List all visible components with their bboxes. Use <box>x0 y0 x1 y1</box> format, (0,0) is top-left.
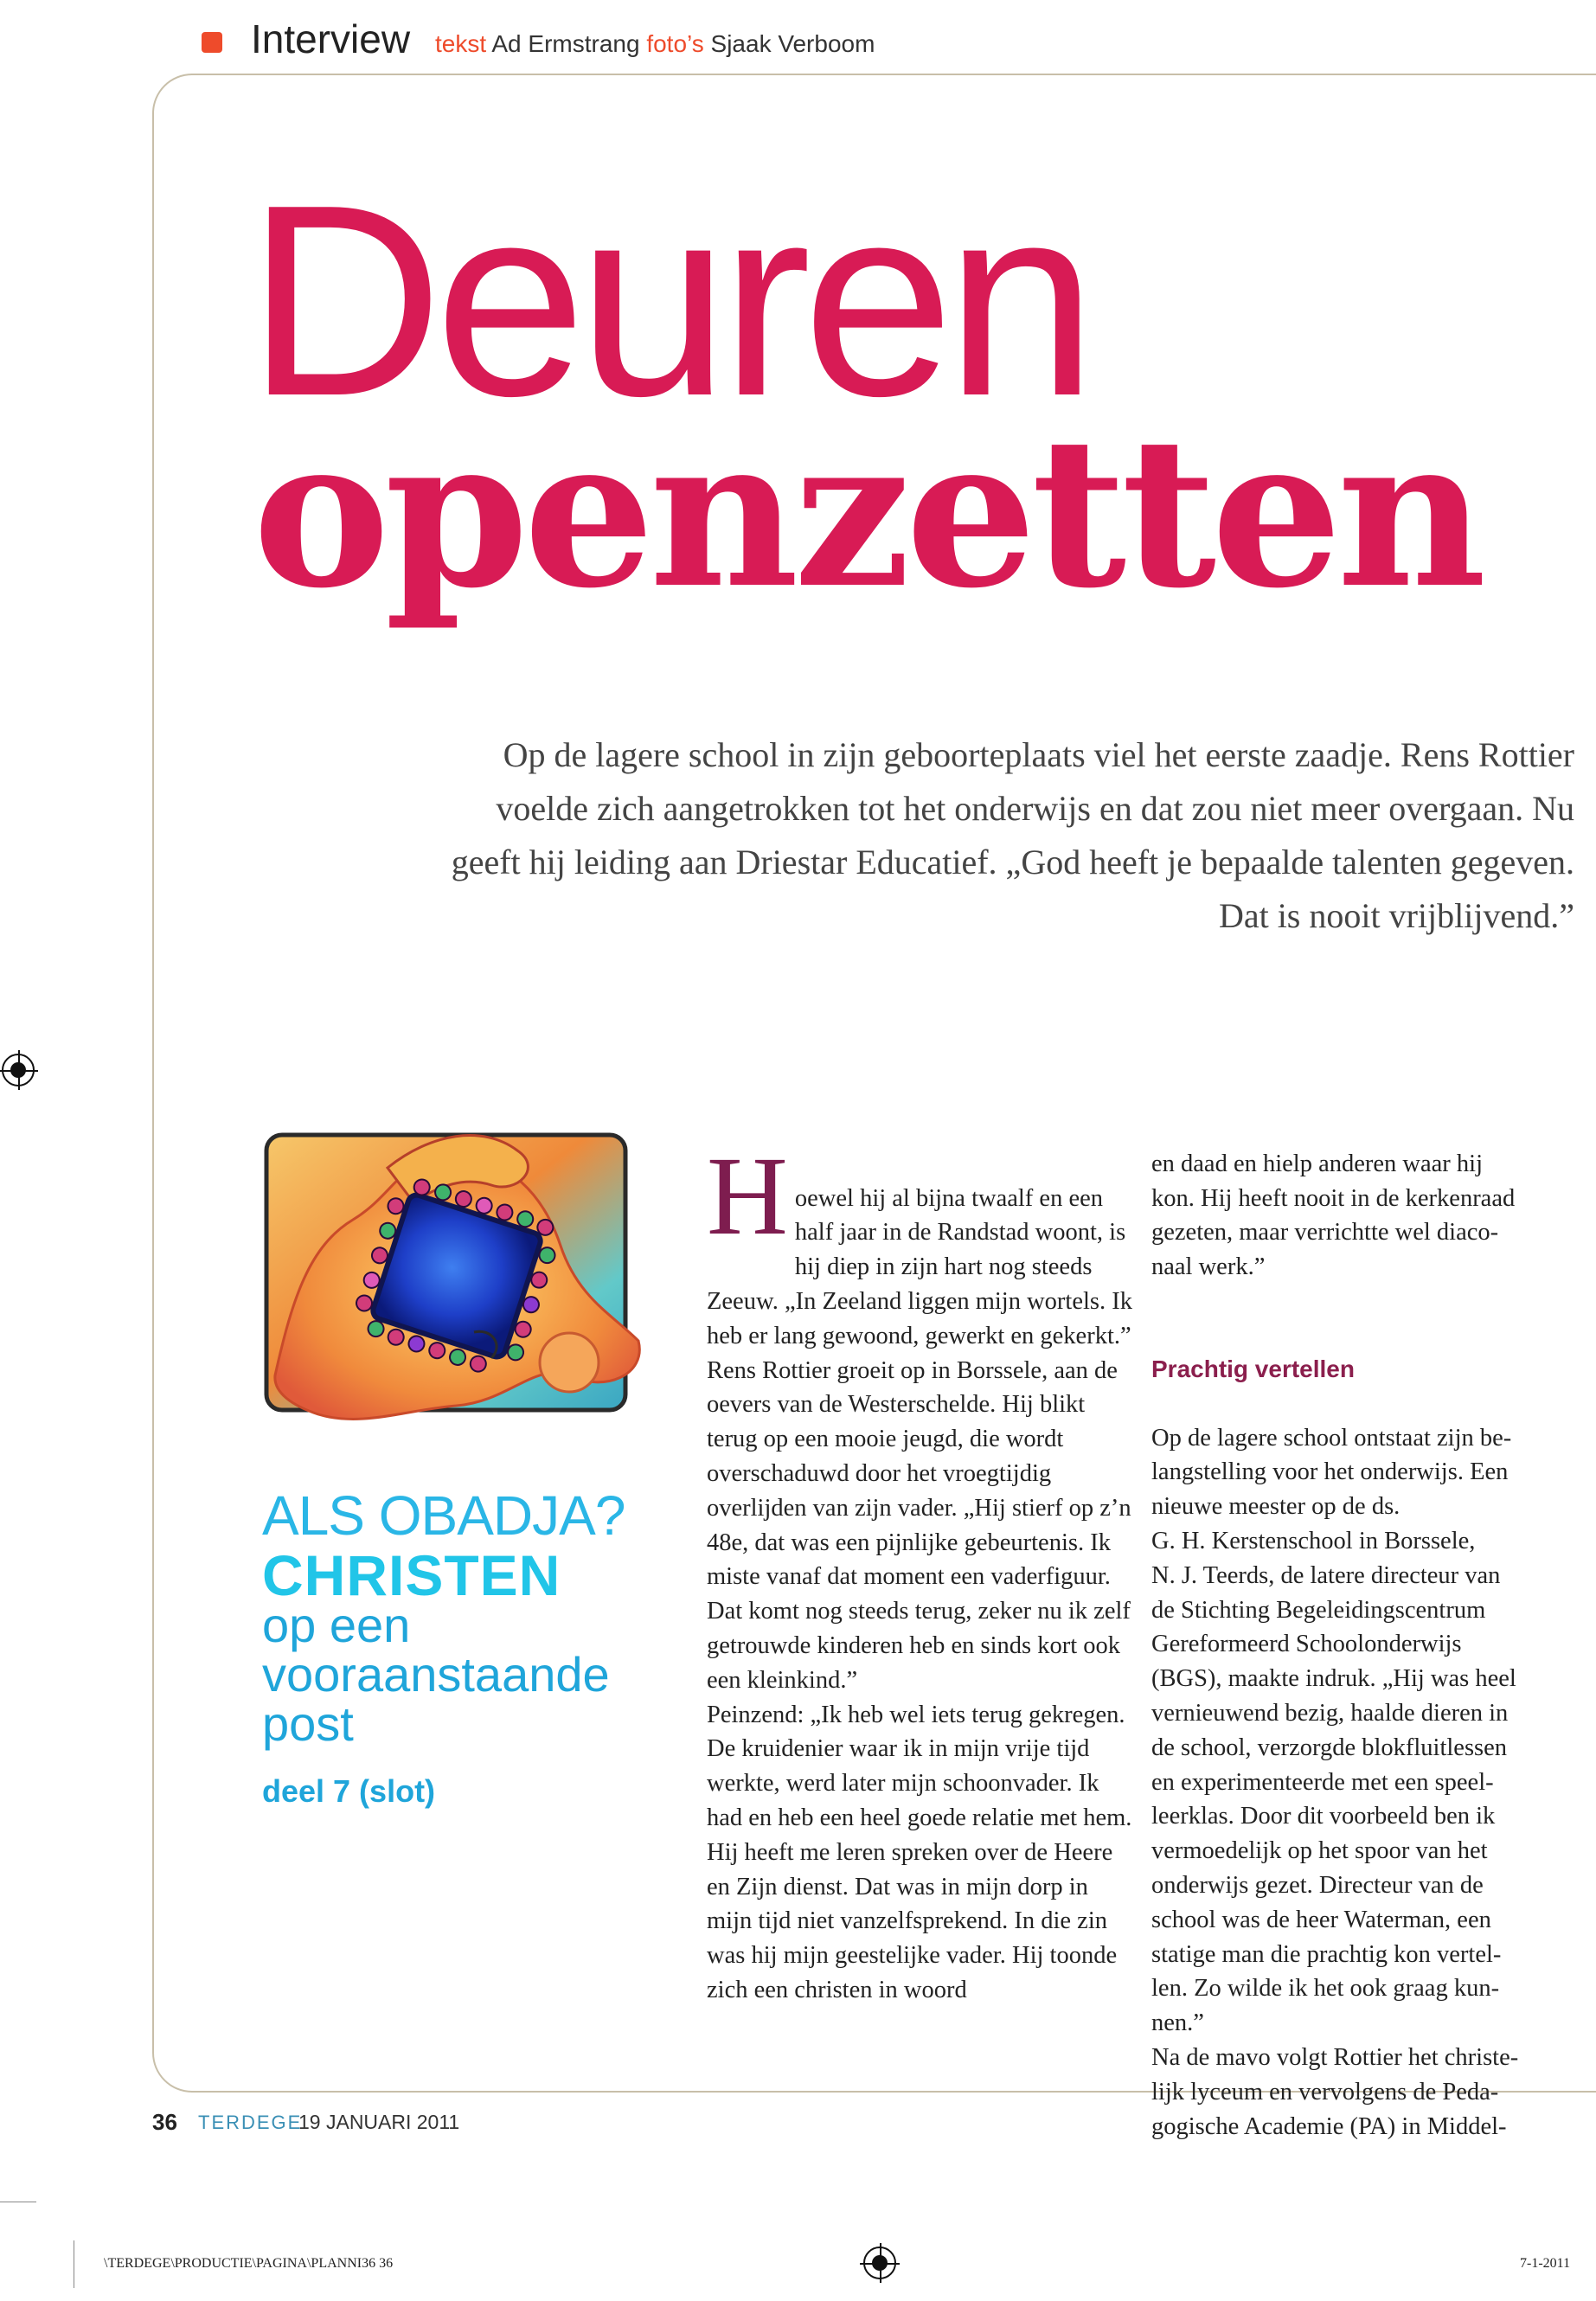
series-keyword: CHRISTEN <box>262 1543 561 1607</box>
registration-mark-icon <box>2 1054 35 1086</box>
photographer-name: Sjaak Verboom <box>710 30 875 57</box>
column-2-subheading: Prachtig vertellen <box>1151 1355 1355 1382</box>
column-1-text: oewel hij al bijna twaalf en een half jaar in de Randstad woont, is hij diep in zijn hart nog steeds Zeeuw. „In Zeeland liggen mijn wortels. Ik heb er lang gewoond, gewerkt en gekerkt.” Rens Rottier groeit op in Borssele, aan de oevers van de Westerschelde. Hij blikt terug op een mooie jeugd, die wordt overschaduwd door het vroegtijdig overlijden van zijn vader. „Hij stierf op z’n 48e, dat was een pijnlijke gebeurtenis. Ik miste vanaf dat moment een vaderfiguur. Dat komt nog steeds terug, zeker nu ik zelf getrouwde kinderen heb en sinds kort ook een kleinkind.” Peinzend: „Ik heb wel iets terug gekregen. De kruidenier waar ik in mijn vrije tijd werkte, werd later mijn schoonvader. Ik had en heb een heel goede relatie met hem. Hij heeft me leren spreken over de Heere en Zijn dienst. Dat was in mijn dorp in mijn tijd niet vanzelfsprekend. In die zin was hij mijn geestelijke vader. Hij toonde zich een christen in woord <box>707 1184 1132 2003</box>
photo-credit-label: foto’s <box>646 30 704 57</box>
series-title: ALS OBADJA? <box>262 1484 625 1547</box>
production-slug: \TERDEGE\PRODUCTIE\PAGINA\PLANNI36 36 <box>104 2256 394 2271</box>
column-2-text-top: en daad en hielp anderen waar hij kon. Hij heeft nooit in de kerkenraad gezeten, maar verrichtte wel diaco- naal werk.” <box>1151 1150 1516 1281</box>
series-subtitle: op een vooraanstaande post <box>262 1598 610 1751</box>
text-credit-label: tekst <box>435 30 487 57</box>
section-marker-square <box>202 32 222 53</box>
article-column-2 <box>1151 1112 1580 2178</box>
article-column-1 <box>707 1112 1135 2008</box>
issue-date: 19 JANUARI 2011 <box>298 2111 460 2133</box>
credits-line <box>435 30 875 58</box>
series-part-label: deel 7 (slot) <box>262 1773 436 1809</box>
magazine-name: TERDEGE <box>198 2112 303 2133</box>
print-date: 7-1-2011 <box>1520 2256 1571 2271</box>
author-name: Ad Ermstrang <box>491 30 640 57</box>
page-number: 36 <box>152 2109 177 2135</box>
abstract-artwork-illustration <box>258 1116 647 1436</box>
intro-paragraph: Op de lagere school in zijn geboorteplaats viel het eerste zaadje. Rens Rottier voelde zich aangetrokken tot het onderwijs en dat zou niet meer overgaan. Nu geeft hij leiding aan Driestar Educatief. „God heeft je bepaalde talenten gegeven. Dat is nooit vrijblijvend.” <box>451 735 1574 935</box>
registration-mark-icon <box>863 2247 896 2279</box>
headline-line-1: Deuren <box>247 148 1089 452</box>
headline-line-2: openzetten <box>253 393 1482 634</box>
column-2-text-bottom: Op de lagere school ontstaat zijn be- langstelling voor het onderwijs. Een nieuwe meester op de ds. G. H. Kerstenschool in Borssele, N. J. Teerds, de latere directeur van de Stichting Begeleidingscentrum Gereformeerd Schoolonderwijs (BGS), maakte indruk. „Hij was heel vernieuwend bezig, haalde dieren in de school, verzorgde blokfluitlessen en experimenteerde met een speel- leerklas. Door dit voorbeeld ben ik vermoedelijk op het spoor van het onderwijs gezet. Directeur van de school was de heer Waterman, een statige man die prachtig kon vertel- len. Zo wilde ik het ook graag kun- nen.” Na de mavo volgt Rottier het christe- lijk lyceum en vervolgens de Peda- gogische Academie (PA) in Middel- <box>1151 1424 1519 2140</box>
section-label: Interview <box>251 16 411 61</box>
drop-cap: H <box>707 1133 788 1259</box>
